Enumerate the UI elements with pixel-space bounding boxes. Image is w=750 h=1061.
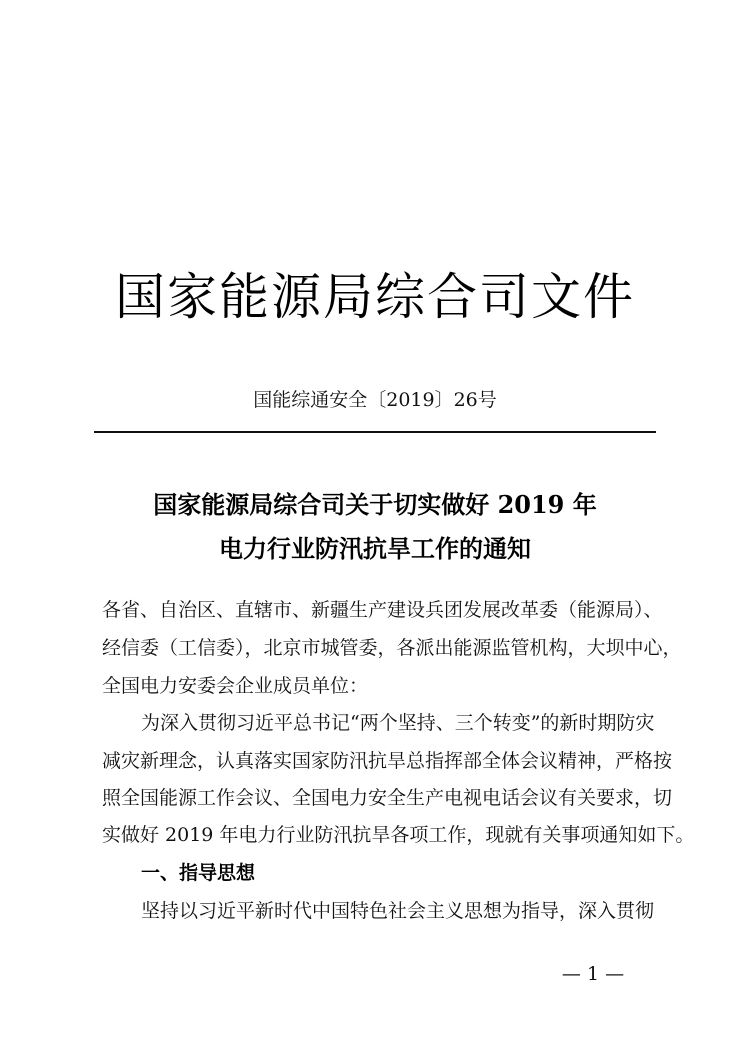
document-number: 国能综通安全〔2019〕26号 [253, 389, 497, 411]
recipients-line-2: 经信委（工信委），北京市城管委，各派出能源监管机构，大坝中心， [102, 637, 682, 659]
document-header: 国家能源局综合司文件 [115, 268, 635, 326]
notice-title-line-1: 国家能源局综合司关于切实做好 2019 年 [153, 490, 597, 519]
section-1-heading: 一、指导思想 [141, 862, 256, 884]
page-number: — 1 — [561, 963, 625, 985]
paragraph-1-line-2: 减灾新理念，认真落实国家防汛抗旱总指挥部全体会议精神，严格按 [102, 750, 673, 772]
notice-title-line-2: 电力行业防汛抗旱工作的通知 [219, 534, 531, 563]
paragraph-1-line-1: 为深入贯彻习近平总书记“两个坚持、三个转变”的新时期防灾 [141, 712, 655, 734]
paragraph-2-line-1: 坚持以习近平新时代中国特色社会主义思想为指导，深入贯彻 [141, 900, 655, 922]
recipients-line-3: 全国电力安委会企业成员单位： [102, 675, 369, 697]
recipients-line-1: 各省、自治区、直辖市、新疆生产建设兵团发展改革委（能源局）、 [102, 599, 663, 621]
header-divider [94, 431, 656, 433]
paragraph-1-line-4: 实做好 2019 年电力行业防汛抗旱各项工作，现就有关事项通知如下。 [102, 824, 695, 846]
paragraph-1-line-3: 照全国能源工作会议、全国电力安全生产电视电话会议有关要求，切 [102, 787, 673, 809]
